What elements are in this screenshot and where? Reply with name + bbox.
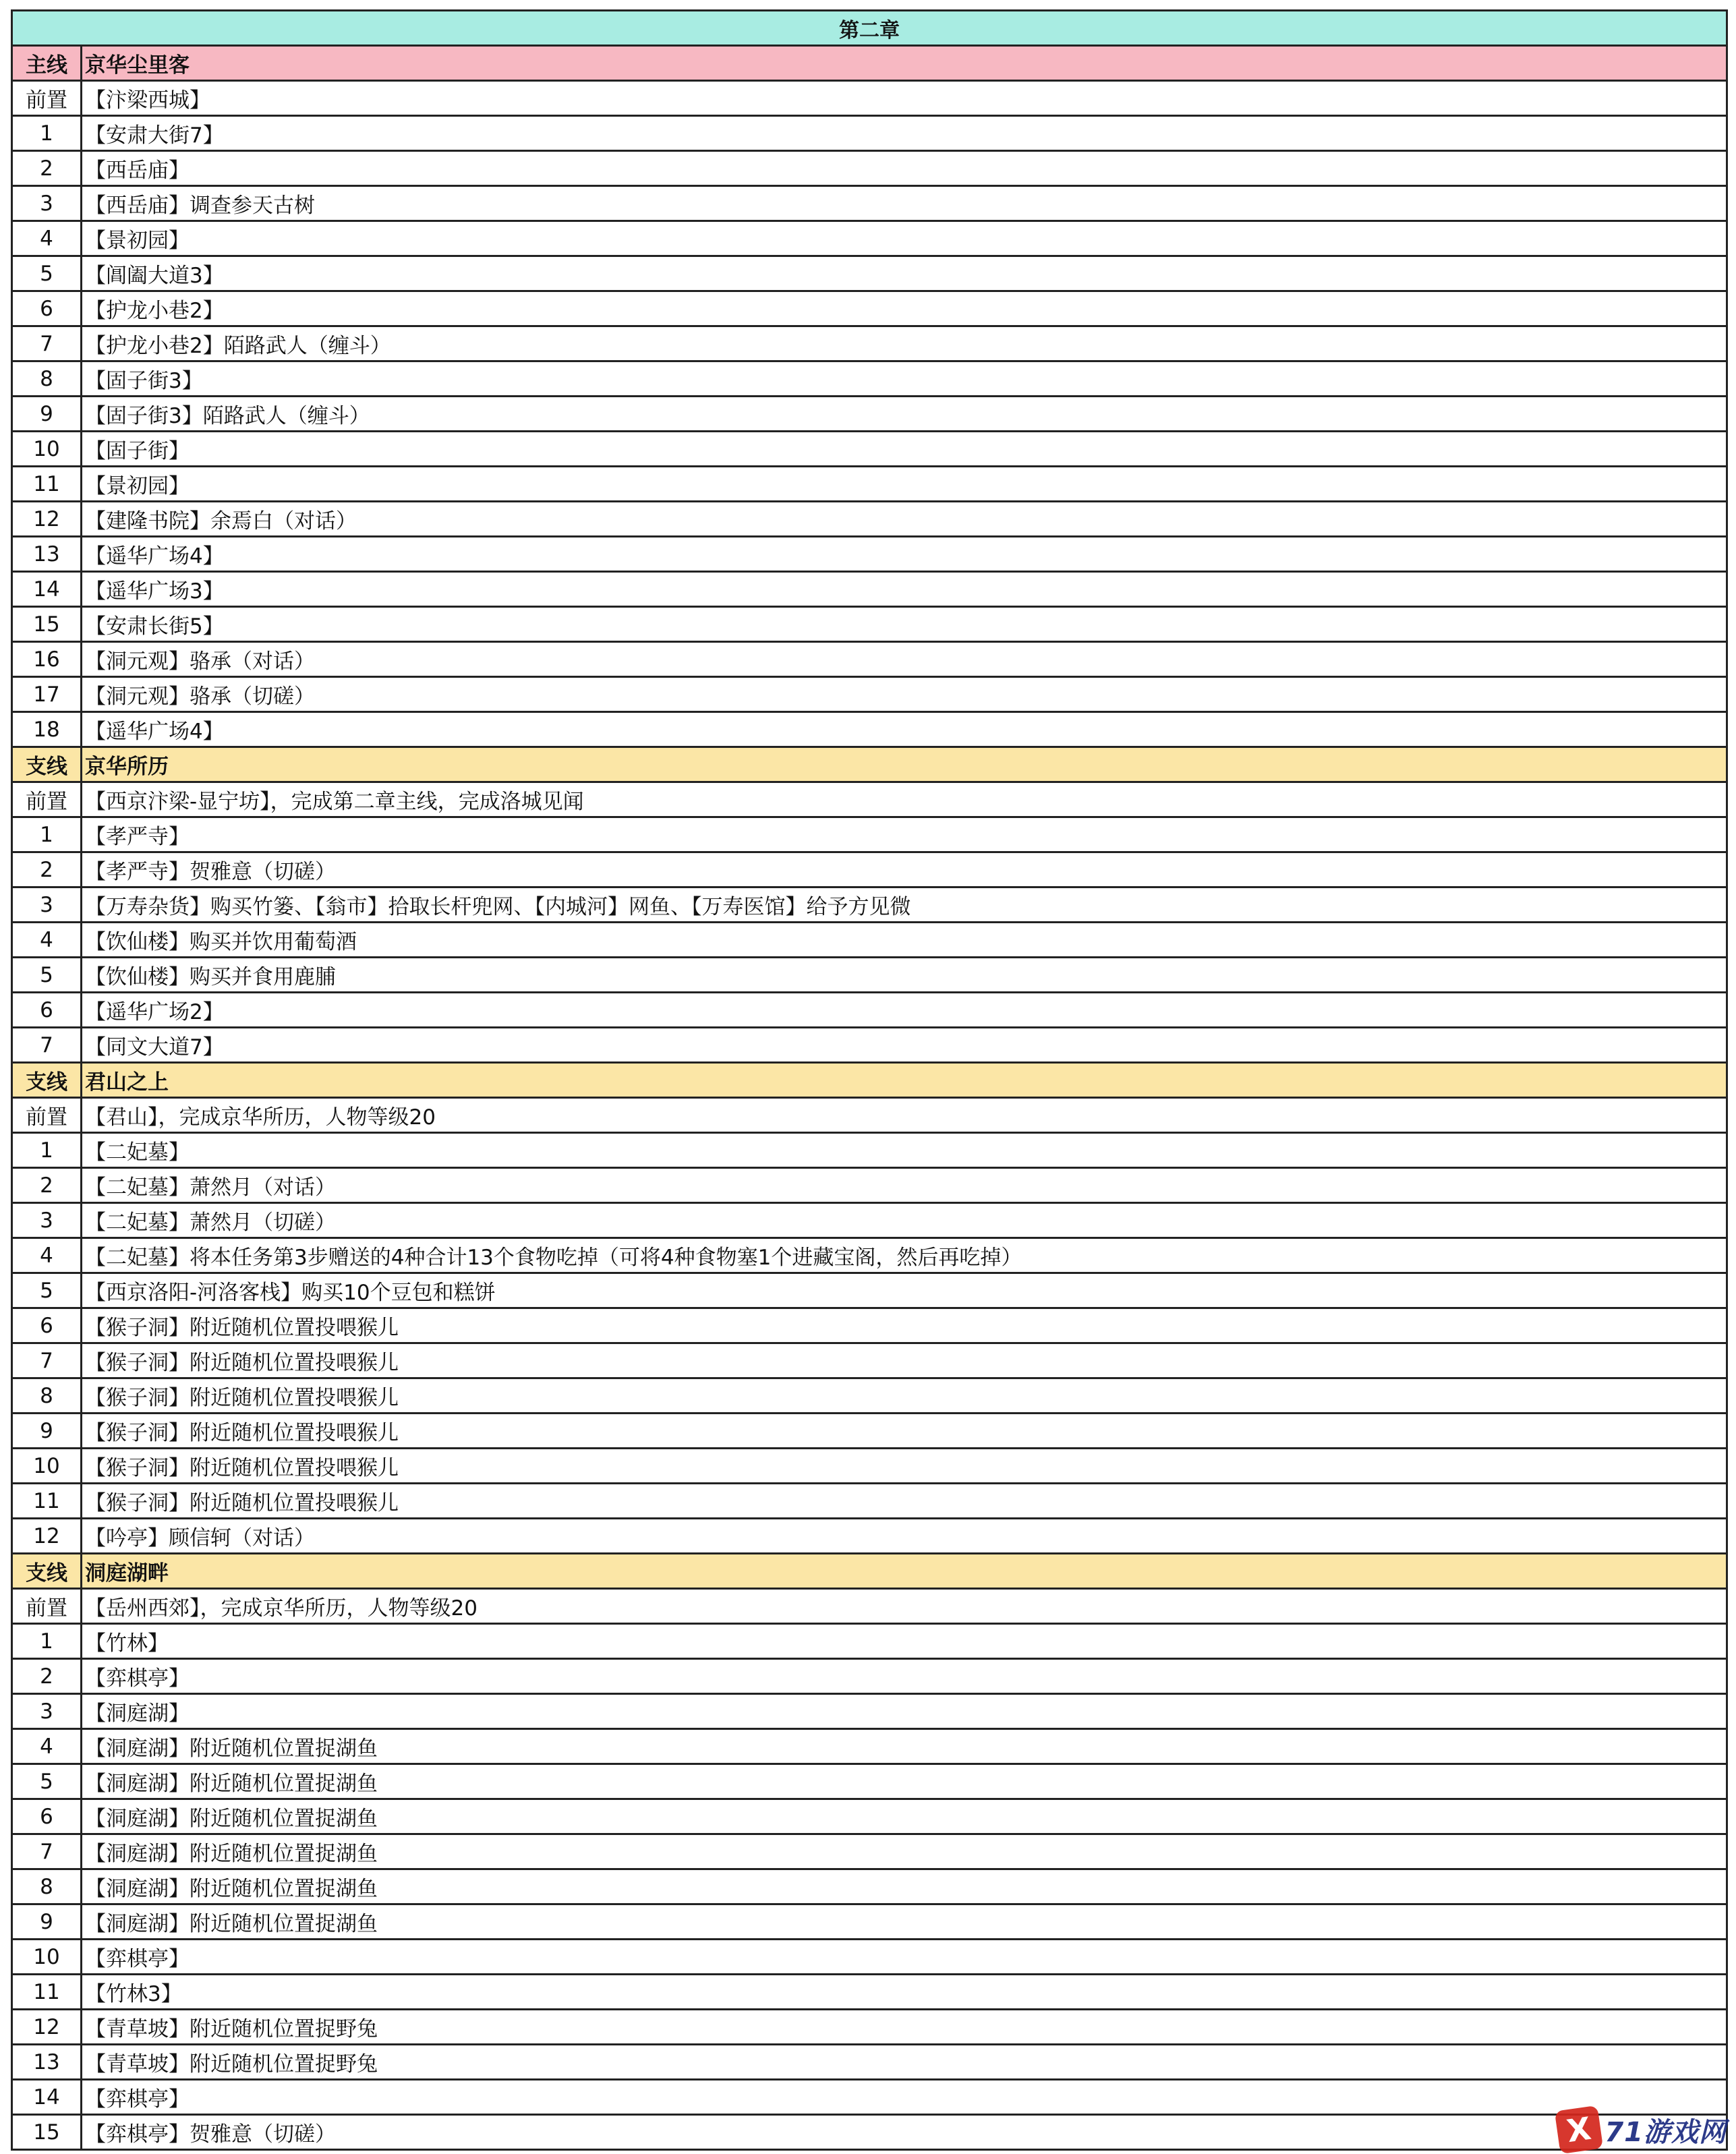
step-number: 3 (13, 1695, 82, 1728)
step-number: 4 (13, 222, 82, 255)
table-row (13, 502, 1726, 537)
table-row (13, 1975, 1726, 2010)
step-number: 9 (13, 397, 82, 430)
step-number: 16 (13, 643, 82, 676)
step-description: 【汴梁西城】 (85, 88, 210, 113)
step-description: 【固子街3】陌路武人（缠斗） (85, 404, 370, 428)
table-row (13, 467, 1726, 502)
table-row (13, 853, 1726, 888)
step-description: 【西岳庙】调查参天古树 (85, 194, 315, 218)
step-number: 1 (13, 117, 82, 150)
table-row (13, 222, 1726, 257)
table-row (13, 993, 1726, 1028)
table-row (13, 327, 1726, 362)
step-description: 【洞庭湖】附近随机位置捉湖鱼 (85, 1877, 378, 1901)
step-number: 6 (13, 993, 82, 1026)
step-number: 3 (13, 187, 82, 220)
step-number: 6 (13, 1309, 82, 1342)
step-description: 【猴子洞】附近随机位置投喂猴儿 (85, 1421, 399, 1445)
step-number: 14 (13, 2080, 82, 2114)
step-number: 8 (13, 1870, 82, 1903)
table-row (13, 1099, 1726, 1134)
table-row (13, 257, 1726, 292)
step-number: 6 (13, 1800, 82, 1833)
section-header (13, 1064, 1726, 1099)
step-number: 11 (13, 1975, 82, 2008)
table-row (13, 1484, 1726, 1519)
table-row (13, 888, 1726, 923)
step-number: 7 (13, 1028, 82, 1061)
table-row (13, 1519, 1726, 1554)
step-number: 4 (13, 1730, 82, 1763)
step-description: 【猴子洞】附近随机位置投喂猴儿 (85, 1316, 399, 1340)
table-body (13, 47, 1726, 2151)
table-row (13, 1344, 1726, 1379)
table-row (13, 1940, 1726, 1975)
step-number: 2 (13, 152, 82, 185)
step-number: 10 (13, 432, 82, 465)
step-description: 【建隆书院】余焉白（对话） (85, 509, 357, 533)
step-number: 7 (13, 327, 82, 360)
table-row (13, 292, 1726, 327)
table-row (13, 1730, 1726, 1765)
step-number: 10 (13, 1449, 82, 1482)
table-row (13, 117, 1726, 152)
table-row (13, 362, 1726, 397)
step-description: 【二妃墓】将本任务第3步赠送的4种合计13个食物吃掉（可将4种食物塞1个进藏宝阁，然后再吃掉） (85, 1246, 1022, 1270)
task-table (11, 9, 1728, 2151)
step-description: 【青草坡】附近随机位置捉野兔 (85, 2017, 378, 2041)
step-number: 5 (13, 958, 82, 991)
step-number: 5 (13, 257, 82, 290)
step-description: 【护龙小巷2】 (85, 299, 224, 323)
step-number: 12 (13, 1519, 82, 1552)
step-number: 6 (13, 292, 82, 325)
step-description: 【遥华广场3】 (85, 579, 224, 604)
step-number: 7 (13, 1344, 82, 1377)
table-row (13, 1835, 1726, 1870)
step-description: 【洞庭湖】附近随机位置捉湖鱼 (85, 1807, 378, 1831)
table-row (13, 1765, 1726, 1800)
section-name: 洞庭湖畔 (85, 1561, 169, 1585)
table-row (13, 152, 1726, 187)
table-row (13, 1905, 1726, 1940)
table-row (13, 2010, 1726, 2045)
step-description: 【固子街3】 (85, 369, 203, 393)
step-number: 4 (13, 1239, 82, 1272)
step-description: 【洞元观】骆承（对话） (85, 649, 315, 674)
step-description: 【猴子洞】附近随机位置投喂猴儿 (85, 1386, 399, 1410)
table-row (13, 818, 1726, 853)
step-description: 【洞庭湖】附近随机位置捉湖鱼 (85, 1772, 378, 1796)
step-description: 【遥华广场4】 (85, 544, 224, 569)
table-row (13, 537, 1726, 573)
step-description: 【饮仙楼】购买并食用鹿脯 (85, 965, 336, 989)
table-row (13, 2045, 1726, 2080)
watermark-text: 71游戏网 (1604, 2116, 1727, 2148)
table-row (13, 1239, 1726, 1274)
table-row (13, 187, 1726, 222)
table-row (13, 1660, 1726, 1695)
step-description: 【弈棋亭】 (85, 1666, 190, 1691)
table-row (13, 923, 1726, 958)
step-description: 【洞庭湖】附近随机位置捉湖鱼 (85, 1912, 378, 1936)
step-number: 9 (13, 1414, 82, 1447)
step-number: 3 (13, 1204, 82, 1237)
step-description: 【青草坡】附近随机位置捉野兔 (85, 2052, 378, 2076)
step-description: 【猴子洞】附近随机位置投喂猴儿 (85, 1351, 399, 1375)
table-row (13, 82, 1726, 117)
step-description: 【万寿杂货】购买竹篓、【翁市】拾取长杆兜网、【内城河】网鱼、【万寿医馆】给予方见微 (85, 895, 911, 919)
table-row (13, 1274, 1726, 1309)
section-name: 京华尘里客 (85, 53, 190, 78)
table-row (13, 1379, 1726, 1414)
section-header (13, 47, 1726, 82)
table-row (13, 573, 1726, 608)
site-watermark (1557, 2108, 1727, 2151)
step-number: 1 (13, 818, 82, 851)
section-name: 君山之上 (85, 1070, 169, 1095)
step-description: 【洞庭湖】附近随机位置捉湖鱼 (85, 1842, 378, 1866)
step-description: 【弈棋亭】贺雅意（切磋） (85, 2122, 336, 2147)
step-description: 【遥华广场2】 (85, 1000, 224, 1024)
step-description: 【景初园】 (85, 474, 190, 498)
table-row (13, 1449, 1726, 1484)
step-description: 【弈棋亭】 (85, 2087, 190, 2112)
step-description: 【阊阖大道3】 (85, 264, 224, 288)
step-description: 【猴子洞】附近随机位置投喂猴儿 (85, 1491, 399, 1515)
step-number: 13 (13, 537, 82, 571)
step-description: 【孝严寺】贺雅意（切磋） (85, 860, 336, 884)
table-row (13, 783, 1726, 818)
step-description: 【猴子洞】附近随机位置投喂猴儿 (85, 1456, 399, 1480)
step-number: 5 (13, 1274, 82, 1307)
step-description: 【护龙小巷2】陌路武人（缠斗） (85, 334, 391, 358)
step-number: 3 (13, 888, 82, 921)
step-number: 12 (13, 2010, 82, 2043)
table-row (13, 1800, 1726, 1835)
table-row (13, 1204, 1726, 1239)
step-number: 18 (13, 713, 82, 746)
step-description: 【洞庭湖】 (85, 1701, 190, 1726)
table-row (13, 1028, 1726, 1064)
step-number: 11 (13, 467, 82, 500)
table-row (13, 678, 1726, 713)
step-description: 【固子街】 (85, 439, 190, 463)
step-number: 15 (13, 608, 82, 641)
step-number: 8 (13, 362, 82, 395)
step-number: 15 (13, 2116, 82, 2149)
table-row (13, 397, 1726, 432)
step-description: 【饮仙楼】购买并饮用葡萄酒 (85, 930, 357, 954)
chapter-title: 第二章 (13, 11, 1726, 47)
step-description: 【西京洛阳-河洛客栈】购买10个豆包和糕饼 (85, 1281, 496, 1305)
section-type-label: 支线 (13, 748, 82, 781)
step-number: 13 (13, 2045, 82, 2078)
table-row (13, 1695, 1726, 1730)
step-description: 【弈棋亭】 (85, 1947, 190, 1971)
step-description: 【遥华广场4】 (85, 720, 224, 744)
step-description: 【安肃大街7】 (85, 123, 224, 148)
step-number: 前置 (13, 783, 82, 816)
step-description: 【吟亭】顾信轲（对话） (85, 1526, 315, 1550)
step-description: 【二妃墓】萧然月（对话） (85, 1175, 336, 1200)
table-row (13, 2116, 1726, 2151)
step-description: 【西岳庙】 (85, 158, 190, 183)
step-description: 【孝严寺】 (85, 825, 190, 849)
table-row (13, 1134, 1726, 1169)
section-type-label: 支线 (13, 1554, 82, 1588)
step-description: 【岳州西郊】，完成京华所历，人物等级20 (85, 1596, 478, 1621)
step-description: 【二妃墓】 (85, 1140, 190, 1165)
step-number: 前置 (13, 82, 82, 115)
step-description: 【景初园】 (85, 229, 190, 253)
step-number: 2 (13, 1169, 82, 1202)
watermark-logo-icon: X (1555, 2105, 1603, 2154)
step-number: 5 (13, 1765, 82, 1798)
table-row (13, 1590, 1726, 1625)
table-row (13, 2080, 1726, 2116)
step-number: 12 (13, 502, 82, 535)
step-description: 【西京汴梁-显宁坊】，完成第二章主线，完成洛城见闻 (85, 790, 584, 814)
step-description: 【安肃长街5】 (85, 614, 224, 639)
step-number: 1 (13, 1134, 82, 1167)
table-row (13, 713, 1726, 748)
table-row (13, 1414, 1726, 1449)
step-number: 2 (13, 853, 82, 886)
step-description: 【君山】，完成京华所历，人物等级20 (85, 1105, 436, 1130)
step-number: 1 (13, 1625, 82, 1658)
step-number: 11 (13, 1484, 82, 1517)
step-description: 【竹林3】 (85, 1982, 182, 2006)
section-header (13, 748, 1726, 783)
step-number: 前置 (13, 1590, 82, 1623)
section-type-label: 主线 (13, 47, 82, 80)
step-number: 17 (13, 678, 82, 711)
step-number: 2 (13, 1660, 82, 1693)
step-number: 前置 (13, 1099, 82, 1132)
step-description: 【二妃墓】萧然月（切磋） (85, 1211, 336, 1235)
step-number: 14 (13, 573, 82, 606)
section-name: 京华所历 (85, 755, 169, 779)
table-row (13, 1870, 1726, 1905)
step-description: 【洞庭湖】附近随机位置捉湖鱼 (85, 1737, 378, 1761)
table-row (13, 1625, 1726, 1660)
table-row (13, 1309, 1726, 1344)
step-description: 【竹林】 (85, 1631, 169, 1656)
step-number: 8 (13, 1379, 82, 1412)
step-number: 7 (13, 1835, 82, 1868)
step-description: 【洞元观】骆承（切磋） (85, 685, 315, 709)
step-number: 4 (13, 923, 82, 956)
step-description: 【同文大道7】 (85, 1035, 224, 1059)
table-row (13, 432, 1726, 467)
section-type-label: 支线 (13, 1064, 82, 1097)
table-row (13, 958, 1726, 993)
table-row (13, 1169, 1726, 1204)
section-header (13, 1554, 1726, 1590)
table-row (13, 608, 1726, 643)
step-number: 9 (13, 1905, 82, 1938)
step-number: 10 (13, 1940, 82, 1973)
table-row (13, 643, 1726, 678)
